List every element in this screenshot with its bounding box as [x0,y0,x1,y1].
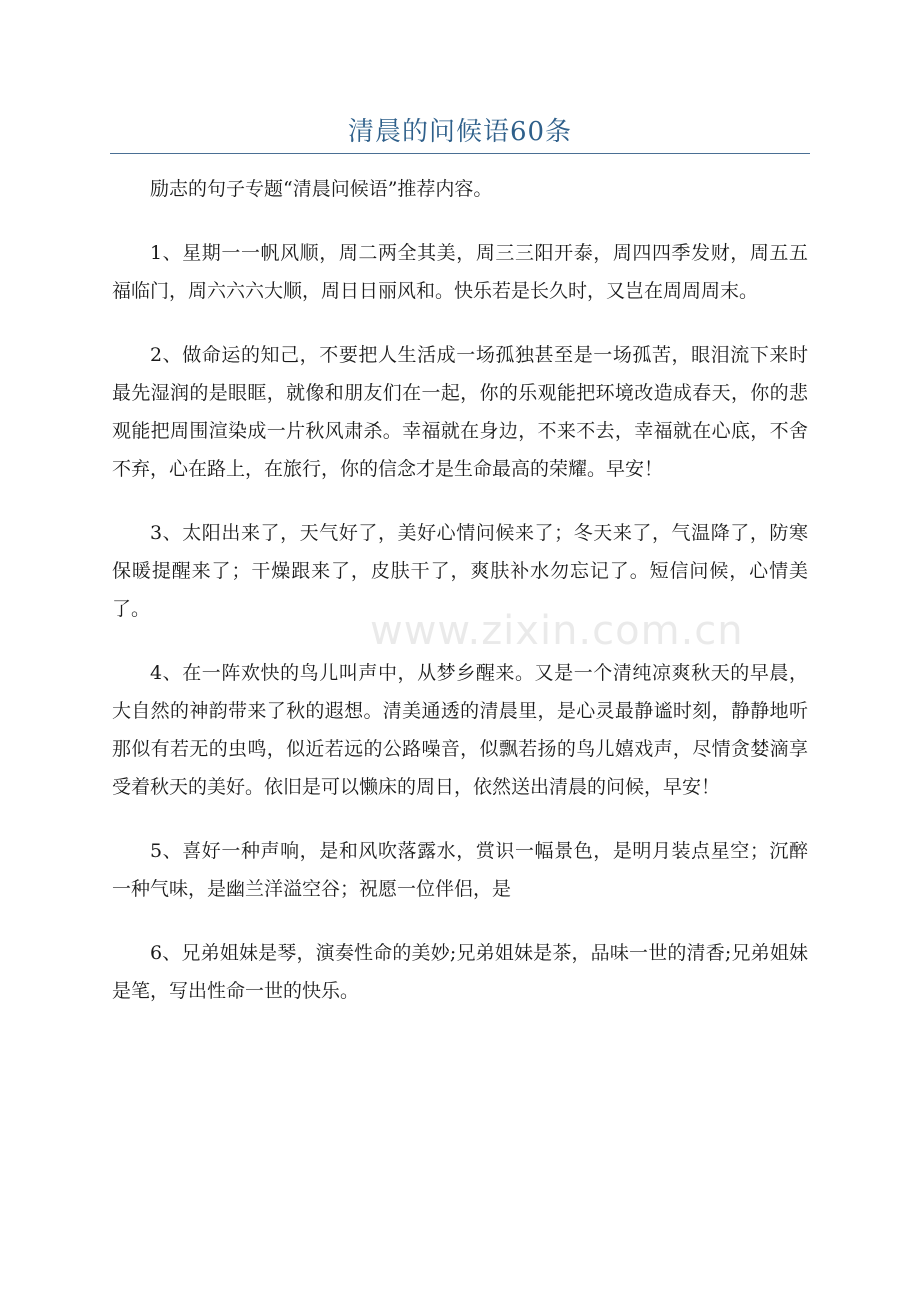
watermark-text: www.zixin.com.cn [370,608,744,654]
intro-paragraph: 励志的句子专题“清晨问候语”推荐内容。 [150,178,493,200]
title-underline [110,153,810,154]
document-title: 清晨的问候语60条 [347,117,573,147]
paragraph-5: 5、喜好一种声响，是和风吹落露水，赏识一幅景色，是明月装点星空；沉醉一种气味，是幽兰洋溢空谷；祝愿一位伴侣，是 [112,840,808,900]
paragraph-6: 6、兄弟姐妹是琴，演奏性命的美妙;兄弟姐妹是茶，品味一世的清香;兄弟姐妹是笔，写出性命一世的快乐。 [112,942,808,1002]
paragraph-4: 4、在一阵欢快的鸟儿叫声中，从梦乡醒来。又是一个清纯凉爽秋天的早晨，大自然的神韵带来了秋的遐想。清美通透的清晨里，是心灵最静谧时刻，静静地听那似有若无的虫鸣，似近若远的公路噪音，似飘若扬的鸟儿嬉戏声，尽情贪婪滴享受着秋天的美好。依旧是可以懒床的周日，依然送出清晨的问候，早安！ [112,662,808,798]
paragraph-3: 3、太阳出来了，天气好了，美好心情问候来了；冬天来了，气温降了，防寒保暖提醒来了；干燥跟来了，皮肤干了，爽肤补水勿忘记了。短信问候，心情美了。 [112,522,808,620]
document-body [112,170,808,1036]
paragraph-2: 2、做命运的知己，不要把人生活成一场孤独甚至是一场孤苦，眼泪流下来时最先湿润的是眼眶，就像和朋友们在一起，你的乐观能把环境改造成春天，你的悲观能把周围渲染成一片秋风肃杀。幸福就在身边，不来不去，幸福就在心底，不舍不弃，心在路上，在旅行，你的信念才是生命最高的荣耀。早安！ [112,344,808,480]
paragraph-1: 1、星期一一帆风顺，周二两全其美，周三三阳开泰，周四四季发财，周五五福临门，周六六六大顺，周日日丽风和。快乐若是长久时，又岂在周周周末。 [112,242,808,302]
